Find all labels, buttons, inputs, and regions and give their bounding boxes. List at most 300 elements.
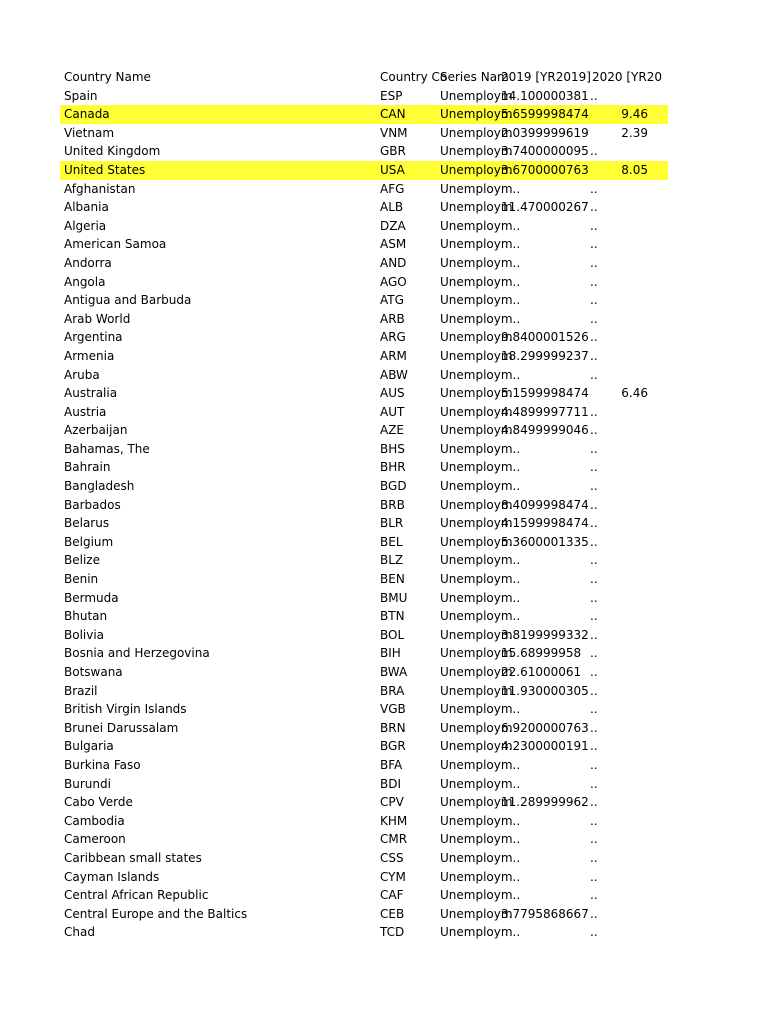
cell-series-name[interactable]: Unemploym.. [440, 609, 521, 624]
cell-2020-value[interactable] [580, 533, 648, 552]
cell-country-code[interactable]: AND [380, 255, 407, 270]
cell-country-code[interactable]: ALB [380, 200, 404, 215]
table-row[interactable] [0, 142, 768, 161]
cell-2020-missing[interactable]: .. [590, 906, 598, 921]
cell-2020-missing[interactable]: .. [590, 869, 598, 884]
cell-2019-value[interactable]: 5.3600001335 [501, 534, 589, 549]
cell-2020-missing[interactable]: .. [590, 460, 598, 475]
cell-country-name[interactable]: Bahrain [64, 460, 111, 475]
cell-country-code[interactable]: BWA [380, 665, 408, 679]
cell-2020-value[interactable] [580, 886, 648, 905]
cell-2020-missing[interactable]: .. [590, 850, 598, 865]
cell-country-code[interactable]: CMR [380, 832, 408, 847]
cell-2020-value[interactable] [580, 347, 648, 366]
cell-2019-value[interactable] [501, 273, 588, 292]
table-row[interactable] [0, 440, 768, 459]
cell-series-name[interactable]: Unemploym.. [440, 367, 521, 382]
cell-2019-value[interactable] [501, 310, 588, 329]
cell-series-name[interactable]: Unemploym.. [440, 572, 521, 587]
table-row[interactable] [0, 514, 768, 533]
cell-country-name[interactable]: Bangladesh [64, 479, 135, 494]
cell-country-code[interactable]: CSS [380, 850, 404, 865]
cell-2019-value[interactable]: 14.100000381 [501, 88, 589, 103]
table-row[interactable] [0, 737, 768, 756]
cell-series-name[interactable]: Unemploym.. [440, 218, 521, 233]
cell-2019-value[interactable] [501, 291, 588, 310]
cell-2020-value[interactable] [580, 180, 648, 199]
cell-series-name[interactable]: Unemploym.. [440, 832, 521, 847]
cell-series-name[interactable]: Unemploym.. [440, 274, 521, 289]
cell-2020-missing[interactable]: .. [590, 293, 598, 308]
cell-2020-value[interactable] [580, 142, 648, 161]
table-row[interactable] [0, 756, 768, 775]
cell-country-name[interactable]: British Virgin Islands [64, 702, 187, 717]
cell-2020-missing[interactable]: .. [590, 367, 598, 382]
cell-country-code[interactable]: ESP [380, 88, 403, 103]
cell-country-name[interactable]: Benin [64, 572, 99, 587]
cell-2019-value[interactable] [501, 458, 588, 477]
cell-country-code[interactable]: BRA [380, 683, 405, 698]
cell-2020-missing[interactable]: .. [590, 720, 598, 735]
cell-2020-value[interactable] [580, 421, 648, 440]
header-series-name[interactable]: Series Nam [440, 70, 509, 84]
table-row[interactable] [0, 607, 768, 626]
cell-2019-value[interactable]: 3.7400000095 [501, 144, 589, 159]
cell-country-name[interactable]: Chad [64, 925, 95, 940]
cell-2019-value[interactable] [501, 440, 588, 459]
cell-series-name[interactable]: Unemploym [440, 404, 513, 419]
cell-2019-value[interactable]: 11.930000305 [501, 683, 589, 698]
cell-country-name[interactable]: Belarus [64, 516, 110, 531]
cell-2019-value[interactable] [501, 180, 588, 199]
table-row[interactable] [0, 328, 768, 347]
cell-country-name[interactable]: Antigua and Barbuda [64, 293, 192, 308]
cell-2020-value[interactable] [580, 607, 648, 626]
cell-series-name[interactable]: Unemploym [440, 683, 513, 698]
cell-series-name[interactable]: Unemploym [440, 665, 513, 679]
cell-2019-value[interactable]: 3.8199999332 [501, 627, 589, 642]
cell-country-code[interactable]: BIH [380, 646, 401, 661]
cell-2019-value[interactable]: 6.9200000763 [501, 720, 589, 735]
cell-2020-value[interactable] [580, 793, 648, 812]
cell-country-code[interactable]: BRB [380, 497, 405, 512]
cell-2019-value[interactable] [501, 235, 588, 254]
cell-2019-value[interactable] [501, 589, 588, 608]
cell-country-name[interactable]: Argentina [64, 330, 123, 345]
cell-2019-value[interactable] [501, 923, 588, 942]
cell-2019-value[interactable] [501, 886, 588, 905]
cell-series-name[interactable]: Unemploym [440, 497, 513, 512]
cell-series-name[interactable]: Unemploym.. [440, 311, 521, 326]
cell-2020-value[interactable] [580, 198, 648, 217]
header-2020[interactable]: 2020 [YR20 [592, 70, 662, 84]
cell-2020-missing[interactable]: .. [590, 516, 598, 531]
cell-2020-missing[interactable]: .. [590, 739, 598, 754]
cell-country-name[interactable]: Brazil [64, 683, 98, 698]
cell-2020-value[interactable] [580, 756, 648, 775]
table-row[interactable] [0, 403, 768, 422]
cell-country-name[interactable]: Caribbean small states [64, 850, 202, 865]
cell-country-name[interactable]: Belize [64, 553, 100, 568]
cell-2019-value[interactable]: 4.2300000191 [501, 739, 589, 754]
cell-series-name[interactable]: Unemploym.. [440, 850, 521, 865]
cell-2020-value[interactable] [580, 403, 648, 422]
cell-series-name[interactable]: Unemploym [440, 348, 513, 363]
table-row[interactable] [0, 310, 768, 329]
cell-2019-value[interactable] [501, 217, 588, 236]
cell-2020-missing[interactable]: .. [590, 646, 598, 661]
cell-series-name[interactable]: Unemploym [440, 720, 513, 735]
table-row[interactable] [0, 589, 768, 608]
cell-country-name[interactable]: Bhutan [64, 609, 108, 624]
cell-2020-value[interactable] [580, 551, 648, 570]
table-row[interactable] [0, 198, 768, 217]
cell-2020-value[interactable] [580, 217, 648, 236]
cell-country-name[interactable]: Spain [64, 88, 98, 103]
cell-2019-value[interactable] [501, 551, 588, 570]
cell-country-name[interactable]: Cameroon [64, 832, 126, 847]
cell-country-name[interactable]: Azerbaijan [64, 423, 128, 438]
cell-country-name[interactable]: Burundi [64, 776, 111, 791]
cell-2019-value[interactable]: 4.4899997711 [501, 404, 589, 419]
cell-2020-missing[interactable]: .. [590, 88, 598, 103]
cell-series-name[interactable]: Unemploym [440, 125, 513, 140]
cell-country-code[interactable]: ARM [380, 348, 407, 363]
cell-country-name[interactable]: Cambodia [64, 813, 125, 828]
cell-2020-value[interactable] [580, 589, 648, 608]
cell-2019-value[interactable] [501, 812, 588, 831]
cell-country-name[interactable]: Cayman Islands [64, 869, 160, 884]
cell-country-name[interactable]: Arab World [64, 311, 131, 326]
table-row[interactable] [0, 105, 768, 124]
cell-2020-missing[interactable]: .. [590, 255, 598, 270]
cell-2020-missing[interactable]: .. [590, 553, 598, 568]
table-row[interactable] [0, 366, 768, 385]
table-row[interactable] [0, 700, 768, 719]
cell-2019-value[interactable]: 4.8499999046 [501, 423, 589, 438]
table-row[interactable] [0, 180, 768, 199]
table-row[interactable] [0, 923, 768, 942]
cell-2020-missing[interactable]: .. [590, 330, 598, 345]
table-row[interactable] [0, 812, 768, 831]
table-row[interactable] [0, 663, 768, 682]
cell-2019-value[interactable] [501, 254, 588, 273]
cell-country-name[interactable]: Barbados [64, 497, 121, 512]
cell-country-code[interactable]: ARG [380, 330, 406, 345]
cell-country-name[interactable]: Australia [64, 386, 118, 401]
cell-country-code[interactable]: CPV [380, 795, 404, 810]
cell-2020-missing[interactable]: .. [590, 534, 598, 549]
cell-series-name[interactable]: Unemploym.. [440, 702, 521, 717]
cell-2020-value[interactable] [580, 514, 648, 533]
cell-country-name[interactable]: Armenia [64, 348, 115, 363]
cell-country-name[interactable]: Canada [64, 107, 110, 122]
cell-country-name[interactable]: Bermuda [64, 590, 119, 605]
table-row[interactable] [0, 905, 768, 924]
cell-series-name[interactable]: Unemploym [440, 739, 513, 754]
cell-2020-missing[interactable]: .. [590, 237, 598, 252]
cell-country-code[interactable]: BMU [380, 590, 408, 605]
header-country-name[interactable]: Country Name [64, 70, 151, 84]
cell-series-name[interactable]: Unemploym [440, 646, 513, 661]
table-row[interactable] [0, 830, 768, 849]
cell-2020-missing[interactable]: .. [590, 404, 598, 419]
cell-2020-value[interactable] [580, 310, 648, 329]
cell-country-name[interactable]: American Samoa [64, 237, 167, 252]
cell-series-name[interactable]: Unemploym [440, 88, 513, 103]
cell-country-code[interactable]: BRN [380, 720, 406, 735]
cell-country-name[interactable]: United Kingdom [64, 144, 161, 159]
cell-2019-value[interactable] [501, 366, 588, 385]
cell-2020-missing[interactable]: .. [590, 479, 598, 494]
cell-2019-value[interactable]: 15.68999958 [501, 646, 582, 661]
cell-series-name[interactable]: Unemploym [440, 516, 513, 531]
cell-country-code[interactable]: DZA [380, 218, 406, 233]
cell-series-name[interactable]: Unemploym [440, 795, 513, 810]
cell-country-name[interactable]: Algeria [64, 218, 107, 233]
cell-2019-value[interactable]: 4.1599998474 [501, 516, 589, 531]
cell-country-name[interactable]: Austria [64, 404, 107, 419]
cell-2020-missing[interactable]: .. [590, 497, 598, 512]
table-row[interactable] [0, 793, 768, 812]
cell-country-code[interactable]: BLR [380, 516, 404, 531]
cell-2020-value[interactable]: 8.05 [621, 162, 648, 177]
cell-2020-missing[interactable]: .. [590, 627, 598, 642]
cell-series-name[interactable]: Unemploym.. [440, 237, 521, 252]
cell-2019-value[interactable]: 11.470000267 [501, 200, 589, 215]
cell-country-name[interactable]: Andorra [64, 255, 112, 270]
cell-2019-value[interactable] [501, 775, 588, 794]
cell-2020-value[interactable] [580, 626, 648, 645]
cell-country-code[interactable]: AUT [380, 404, 405, 419]
cell-country-code[interactable]: CEB [380, 906, 405, 921]
cell-country-name[interactable]: Cabo Verde [64, 795, 133, 810]
cell-country-name[interactable]: Burkina Faso [64, 757, 141, 772]
cell-2020-value[interactable] [580, 254, 648, 273]
cell-2020-missing[interactable]: .. [590, 311, 598, 326]
cell-2020-missing[interactable]: .. [590, 665, 598, 679]
cell-country-code[interactable]: VNM [380, 125, 408, 140]
cell-country-name[interactable]: Bahamas, The [64, 441, 150, 456]
cell-series-name[interactable]: Unemploym.. [440, 293, 521, 308]
cell-2019-value[interactable]: 18.299999237 [501, 348, 589, 363]
table-row[interactable] [0, 124, 768, 143]
cell-series-name[interactable]: Unemploym.. [440, 181, 521, 196]
cell-country-code[interactable]: VGB [380, 702, 406, 717]
cell-country-code[interactable]: KHM [380, 813, 408, 828]
cell-country-name[interactable]: Botswana [64, 665, 123, 679]
table-row[interactable] [0, 644, 768, 663]
cell-country-name[interactable]: Vietnam [64, 125, 115, 140]
cell-country-name[interactable]: United States [64, 162, 146, 177]
cell-country-name[interactable]: Aruba [64, 367, 100, 382]
cell-2019-value[interactable] [501, 830, 588, 849]
cell-series-name[interactable]: Unemploym [440, 423, 513, 438]
cell-country-name[interactable]: Bulgaria [64, 739, 114, 754]
table-row[interactable] [0, 719, 768, 738]
cell-series-name[interactable]: Unemploym [440, 144, 513, 159]
cell-series-name[interactable]: Unemploym.. [440, 460, 521, 475]
cell-country-code[interactable]: BHR [380, 460, 406, 475]
cell-2020-value[interactable] [580, 235, 648, 254]
cell-2019-value[interactable]: 22.61000061 [501, 665, 582, 679]
cell-2020-missing[interactable]: .. [590, 181, 598, 196]
cell-2019-value[interactable] [501, 849, 588, 868]
cell-series-name[interactable]: Unemploym.. [440, 776, 521, 791]
cell-country-code[interactable]: BFA [380, 757, 403, 772]
cell-country-name[interactable]: Albania [64, 200, 109, 215]
cell-2019-value[interactable]: 2.0399999619 [501, 125, 589, 140]
cell-series-name[interactable]: Unemploym.. [440, 590, 521, 605]
table-row[interactable] [0, 886, 768, 905]
cell-country-code[interactable]: BGR [380, 739, 406, 754]
cell-2019-value[interactable]: 5.1599998474 [501, 386, 589, 401]
cell-series-name[interactable]: Unemploym [440, 627, 513, 642]
cell-2020-missing[interactable]: .. [590, 218, 598, 233]
cell-2019-value[interactable]: 3.6700000763 [501, 162, 589, 177]
table-row[interactable] [0, 384, 768, 403]
cell-2020-missing[interactable]: .. [590, 609, 598, 624]
cell-country-code[interactable]: BLZ [380, 553, 404, 568]
table-row[interactable] [0, 217, 768, 236]
cell-series-name[interactable]: Unemploym [440, 330, 513, 345]
table-row[interactable] [0, 273, 768, 292]
cell-country-name[interactable]: Bolivia [64, 627, 105, 642]
table-row[interactable] [0, 291, 768, 310]
cell-2020-missing[interactable]: .. [590, 200, 598, 215]
cell-2019-value[interactable]: 11.289999962 [501, 795, 589, 810]
cell-2020-missing[interactable]: .. [590, 888, 598, 903]
cell-2020-value[interactable] [580, 328, 648, 347]
cell-country-name[interactable]: Belgium [64, 534, 114, 549]
cell-2019-value[interactable] [501, 607, 588, 626]
cell-2019-value[interactable]: 9.8400001526 [501, 330, 589, 345]
cell-2020-missing[interactable]: .. [590, 757, 598, 772]
cell-country-name[interactable]: Central African Republic [64, 888, 209, 903]
table-row[interactable] [0, 421, 768, 440]
cell-series-name[interactable]: Unemploym.. [440, 869, 521, 884]
cell-country-code[interactable]: BGD [380, 479, 407, 494]
cell-2020-missing[interactable]: .. [590, 832, 598, 847]
cell-country-code[interactable]: BOL [380, 627, 405, 642]
cell-2020-value[interactable] [580, 849, 648, 868]
cell-2020-value[interactable] [580, 291, 648, 310]
table-row[interactable] [0, 533, 768, 552]
cell-2020-value[interactable] [580, 719, 648, 738]
cell-series-name[interactable]: Unemploym.. [440, 925, 521, 940]
table-row[interactable] [0, 254, 768, 273]
table-row[interactable] [0, 235, 768, 254]
cell-2020-value[interactable]: 9.46 [621, 107, 648, 122]
cell-2020-value[interactable]: 2.39 [621, 125, 648, 140]
cell-country-code[interactable]: ASM [380, 237, 407, 252]
cell-country-code[interactable]: AGO [380, 274, 407, 289]
cell-2020-missing[interactable]: .. [590, 274, 598, 289]
cell-2019-value[interactable] [501, 756, 588, 775]
cell-2020-missing[interactable]: .. [590, 348, 598, 363]
cell-series-name[interactable]: Unemploym.. [440, 888, 521, 903]
cell-2019-value[interactable] [501, 477, 588, 496]
cell-country-code[interactable]: USA [380, 162, 405, 177]
cell-country-code[interactable]: BDI [380, 776, 402, 791]
cell-country-code[interactable]: BEN [380, 572, 405, 587]
cell-country-code[interactable]: BEL [380, 534, 403, 549]
cell-country-code[interactable]: GBR [380, 144, 406, 159]
table-row[interactable] [0, 682, 768, 701]
cell-2020-missing[interactable]: .. [590, 423, 598, 438]
cell-2020-value[interactable] [580, 663, 648, 682]
cell-series-name[interactable]: Unemploym.. [440, 553, 521, 568]
cell-2019-value[interactable] [501, 868, 588, 887]
cell-2020-missing[interactable]: .. [590, 572, 598, 587]
cell-country-code[interactable]: CAF [380, 888, 404, 903]
cell-2020-value[interactable] [580, 868, 648, 887]
cell-country-name[interactable]: Central Europe and the Baltics [64, 906, 248, 921]
cell-country-code[interactable]: ARB [380, 311, 405, 326]
cell-2020-value[interactable] [580, 700, 648, 719]
cell-2020-missing[interactable]: .. [590, 441, 598, 456]
cell-country-code[interactable]: BHS [380, 441, 405, 456]
cell-2020-missing[interactable]: .. [590, 776, 598, 791]
cell-2020-missing[interactable]: .. [590, 590, 598, 605]
cell-2020-value[interactable] [580, 458, 648, 477]
cell-series-name[interactable]: Unemploym.. [440, 757, 521, 772]
cell-country-code[interactable]: ABW [380, 367, 408, 382]
cell-2020-value[interactable] [580, 905, 648, 924]
cell-series-name[interactable]: Unemploym.. [440, 255, 521, 270]
table-row[interactable] [0, 87, 768, 106]
cell-series-name[interactable]: Unemploym.. [440, 441, 521, 456]
cell-series-name[interactable]: Unemploym [440, 534, 513, 549]
table-row[interactable] [0, 477, 768, 496]
table-row[interactable] [0, 849, 768, 868]
cell-country-code[interactable]: CAN [380, 107, 406, 122]
table-row[interactable] [0, 347, 768, 366]
cell-country-name[interactable]: Bosnia and Herzegovina [64, 646, 210, 661]
table-row[interactable] [0, 570, 768, 589]
cell-2020-value[interactable] [580, 366, 648, 385]
cell-2020-value[interactable] [580, 477, 648, 496]
cell-series-name[interactable]: Unemploym [440, 386, 513, 401]
cell-country-code[interactable]: AFG [380, 181, 405, 196]
cell-2019-value[interactable]: 5.6599998474 [501, 107, 589, 122]
cell-2020-value[interactable] [580, 87, 648, 106]
cell-series-name[interactable]: Unemploym [440, 200, 513, 215]
cell-2020-missing[interactable]: .. [590, 925, 598, 940]
table-row[interactable] [0, 868, 768, 887]
table-row[interactable] [0, 775, 768, 794]
cell-country-code[interactable]: ATG [380, 293, 404, 308]
cell-country-code[interactable]: AZE [380, 423, 405, 438]
cell-2020-missing[interactable]: .. [590, 813, 598, 828]
cell-2019-value[interactable]: 3.7795868667 [501, 906, 589, 921]
cell-2020-missing[interactable]: .. [590, 683, 598, 698]
header-country-code[interactable]: Country Co [380, 70, 448, 84]
cell-country-name[interactable]: Brunei Darussalam [64, 720, 179, 735]
cell-2020-missing[interactable]: .. [590, 795, 598, 810]
cell-2020-value[interactable] [580, 830, 648, 849]
cell-2020-value[interactable] [580, 570, 648, 589]
table-row[interactable] [0, 626, 768, 645]
cell-2020-value[interactable]: 6.46 [621, 386, 648, 401]
cell-2020-value[interactable] [580, 775, 648, 794]
cell-series-name[interactable]: Unemploym.. [440, 479, 521, 494]
cell-2020-value[interactable] [580, 440, 648, 459]
cell-country-name[interactable]: Angola [64, 274, 106, 289]
cell-2020-value[interactable] [580, 682, 648, 701]
header-2019[interactable]: 2019 [YR2019] [501, 70, 591, 84]
cell-country-name[interactable]: Afghanistan [64, 181, 136, 196]
